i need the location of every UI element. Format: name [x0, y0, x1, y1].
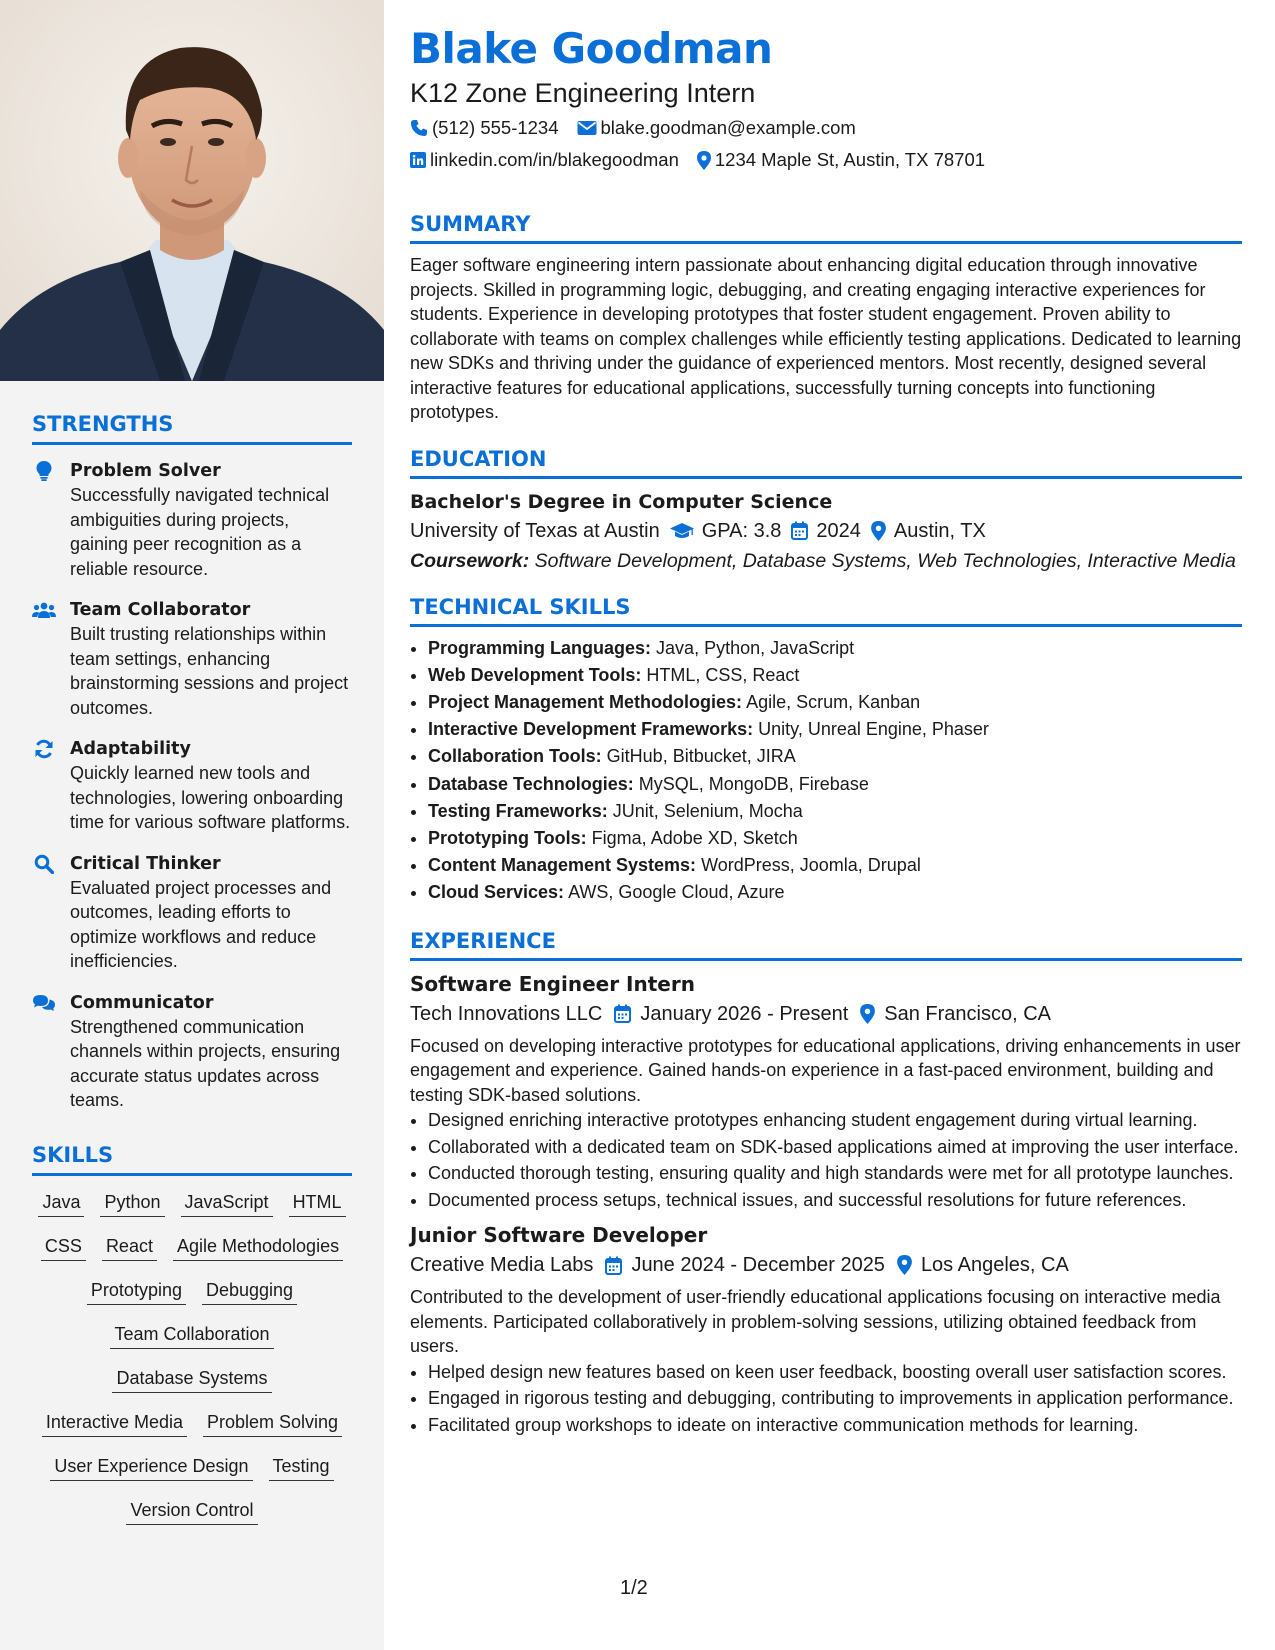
strength-item	[32, 991, 352, 1113]
calendar-icon	[614, 1004, 631, 1023]
job-meta	[410, 1251, 1242, 1279]
experience-section	[410, 929, 1242, 1438]
skill-values: GitHub, Bitbucket, JIRA	[606, 746, 796, 767]
map-pin-icon	[897, 1255, 912, 1275]
coursework-label: Coursework:	[410, 549, 530, 572]
location-text: Los Angeles, CA	[920, 1254, 1069, 1277]
year-text: 2024	[816, 519, 861, 542]
list-item	[428, 662, 1242, 689]
skill-tag: Prototyping	[87, 1278, 186, 1305]
skill-category: Content Management Systems:	[428, 855, 697, 876]
skill-values: Agile, Scrum, Kanban	[746, 691, 921, 712]
skill-tag: Debugging	[202, 1278, 297, 1305]
map-pin-icon	[697, 151, 711, 170]
skill-tag: React	[102, 1234, 157, 1261]
list-item	[428, 689, 1242, 716]
contact-row	[410, 116, 1242, 140]
technical-skills-list	[410, 635, 1242, 907]
calendar-icon	[605, 1256, 622, 1275]
list-item: • Documented process setups, technical issues, and successful resolutions for future references.	[428, 1188, 1242, 1213]
skill-category: Cloud Services:	[428, 882, 565, 903]
refresh-icon	[32, 738, 56, 760]
list-item	[428, 825, 1242, 852]
job-dates	[605, 1251, 885, 1279]
education-heading: EDUCATION	[410, 447, 1242, 479]
skill-tag: CSS	[41, 1234, 86, 1261]
technical-skills-section	[410, 595, 1242, 907]
list-item	[428, 879, 1242, 906]
skill-category: Prototyping Tools:	[428, 827, 587, 848]
email-text: blake.goodman@example.com	[600, 117, 856, 138]
sidebar	[0, 0, 384, 1650]
job-meta	[410, 1000, 1242, 1028]
list-item	[428, 743, 1242, 770]
job-title: Software Engineer Intern	[410, 971, 695, 996]
skill-tag: JavaScript	[181, 1190, 273, 1217]
contact-address	[697, 148, 985, 172]
skills-heading: SKILLS	[32, 1143, 352, 1176]
strength-item	[32, 598, 352, 720]
education-meta	[410, 517, 1242, 545]
map-pin-icon	[871, 521, 886, 541]
phone-icon	[410, 119, 428, 137]
skill-values: Unity, Unreal Engine, Phaser	[758, 719, 989, 740]
summary-text: Eager software engineering intern passionate about enhancing digital education through innovative projects. Skilled in programming logic, debugging, and creating engaging interactive experiences for students. Experience in developing prototypes that foster student engagement. Proven ability to collaborate with teams on complex challenges while efficiently testing applications. Dedicated to learning new SDKs and thriving under the guidance of experienced mentors. Most recently, designed several interactive features for educational applications, successfully turning concepts into functioning prototypes.	[410, 255, 1242, 422]
contact-email[interactable]	[577, 116, 856, 140]
job-entry	[410, 970, 1242, 1213]
location-text: San Francisco, CA	[884, 1002, 1051, 1025]
list-item: • Facilitated group workshops to ideate on interactive communication methods for learning.	[428, 1413, 1242, 1438]
page-number: 1/2	[620, 1577, 648, 1599]
users-icon	[32, 599, 56, 621]
phone-text: (512) 555-1234	[432, 117, 559, 138]
strength-item	[32, 737, 352, 835]
degree-title: Bachelor's Degree in Computer Science	[410, 490, 833, 513]
skill-tag: Interactive Media	[42, 1410, 187, 1437]
strength-description: Evaluated project processes and outcomes, leading efforts to optimize workflows and reduce inefficiencies.	[70, 877, 332, 971]
calendar-icon	[791, 521, 808, 540]
comments-icon	[32, 992, 56, 1014]
list-item	[428, 635, 1242, 662]
skill-values: AWS, Google Cloud, Azure	[568, 882, 785, 903]
experience-heading: EXPERIENCE	[410, 929, 1242, 961]
graduation-cap-icon	[670, 522, 694, 540]
strength-description: Successfully navigated technical ambiguities during projects, gaining peer recognition as a reliable resource.	[70, 485, 330, 579]
location-text: Austin, TX	[893, 519, 986, 542]
candidate-role: K12 Zone Engineering Intern	[410, 78, 756, 108]
linkedin-text: linkedin.com/in/blakegoodman	[430, 149, 679, 170]
job-location	[897, 1251, 1069, 1279]
strength-description: Quickly learned new tools and technologies, lowering onboarding time for various software platforms.	[70, 763, 351, 832]
strength-item	[32, 852, 352, 974]
skill-tag: Java	[38, 1190, 84, 1217]
dates-text: June 2024 - December 2025	[631, 1254, 885, 1277]
job-location	[860, 1000, 1051, 1028]
list-item: • Engaged in rigorous testing and debugging, contributing to improvements in application performance.	[428, 1386, 1242, 1411]
job-bullets	[410, 1360, 1242, 1438]
skill-tag: Version Control	[126, 1498, 257, 1525]
linkedin-icon	[410, 152, 426, 168]
list-item: • Collaborated with a dedicated team on SDK-based applications aimed at improving the user interface.	[428, 1135, 1242, 1160]
strength-description: Strengthened communication channels within projects, ensuring accurate status updates across teams.	[70, 1016, 341, 1110]
company-name: Creative Media Labs	[410, 1254, 594, 1277]
skill-tag: Problem Solving	[203, 1410, 342, 1437]
skill-category: Collaboration Tools:	[428, 746, 602, 767]
coursework	[410, 549, 1242, 573]
skill-category: Project Management Methodologies:	[428, 691, 743, 712]
skill-tag: Python	[100, 1190, 164, 1217]
skill-category: Programming Languages:	[428, 637, 652, 658]
strengths-heading: STRENGTHS	[32, 412, 352, 445]
job-title: Junior Software Developer	[410, 1223, 708, 1248]
school-name: University of Texas at Austin	[410, 519, 660, 542]
strength-description: Built trusting relationships within team settings, enhancing brainstorming sessions and project outcomes.	[70, 624, 349, 718]
skills-list	[32, 1190, 352, 1525]
list-item	[428, 716, 1242, 743]
list-item: • Conducted thorough testing, ensuring quality and high standards were met for all prototype launches.	[428, 1161, 1242, 1186]
list-item	[428, 771, 1242, 798]
education-year	[791, 517, 861, 545]
skill-tag: User Experience Design	[50, 1454, 252, 1481]
contact-phone[interactable]	[410, 116, 559, 140]
job-summary: Focused on developing interactive prototypes for educational applications, driving enhancements in user engagement and experience. Gained hands-on experience in a fast-paced environment, building and testing SDK-based solutions.	[410, 1035, 1241, 1105]
skill-values: JUnit, Selenium, Mocha	[612, 800, 803, 821]
main-content	[410, 0, 1242, 1439]
list-item: • Helped design new features based on keen user feedback, boosting overall user satisfaction scores.	[428, 1360, 1242, 1385]
skill-tag: Testing	[269, 1454, 334, 1481]
contact-row	[410, 148, 1242, 172]
search-icon	[32, 853, 56, 875]
strength-title: Problem Solver	[70, 461, 221, 481]
education-location	[871, 517, 986, 545]
skill-category: Interactive Development Frameworks:	[428, 719, 754, 740]
skill-values: WordPress, Joomla, Drupal	[701, 855, 921, 876]
job-entry	[410, 1221, 1242, 1437]
skill-tag: Database Systems	[112, 1366, 271, 1393]
gpa-text: GPA: 3.8	[701, 519, 782, 542]
list-item	[428, 798, 1242, 825]
profile-photo	[0, 0, 384, 381]
dates-text: January 2026 - Present	[640, 1002, 849, 1025]
list-item: • Designed enriching interactive prototypes enhancing student engagement during virtual learning.	[428, 1108, 1242, 1133]
skill-category: Web Development Tools:	[428, 664, 642, 685]
summary-section	[410, 212, 1242, 425]
contact-linkedin[interactable]	[410, 148, 679, 172]
technical-skills-heading: TECHNICAL SKILLS	[410, 595, 1242, 627]
skill-tag: Team Collaboration	[110, 1322, 273, 1349]
job-dates	[614, 1000, 848, 1028]
candidate-name: Blake Goodman	[410, 24, 773, 73]
skill-values: Java, Python, JavaScript	[656, 637, 855, 658]
strength-title: Adaptability	[70, 739, 191, 759]
strength-title: Team Collaborator	[70, 600, 251, 620]
map-pin-icon	[860, 1004, 875, 1024]
skill-category: Testing Frameworks:	[428, 800, 608, 821]
list-item	[428, 852, 1242, 879]
lightbulb-icon	[32, 460, 56, 482]
strength-title: Critical Thinker	[70, 853, 221, 874]
summary-heading: SUMMARY	[410, 212, 1242, 244]
skill-tag: HTML	[289, 1190, 346, 1217]
skill-category: Database Technologies:	[428, 773, 634, 794]
coursework-text: Software Development, Database Systems, Web Technologies, Interactive Media	[534, 549, 1236, 572]
skill-values: MySQL, MongoDB, Firebase	[638, 773, 869, 794]
job-summary: Contributed to the development of user-friendly educational applications focusing on interactive media elements. Participated collaboratively in problem-solving sessions, utilizing obtained feedback from users.	[410, 1287, 1221, 1357]
company-name: Tech Innovations LLC	[410, 1002, 603, 1025]
skill-values: HTML, CSS, React	[646, 664, 800, 685]
skill-tag: Agile Methodologies	[173, 1234, 343, 1261]
strengths-list	[32, 459, 352, 1113]
education-section	[410, 447, 1242, 573]
address-text: 1234 Maple St, Austin, TX 78701	[714, 149, 986, 170]
envelope-icon	[577, 120, 597, 136]
strength-title: Communicator	[70, 992, 214, 1013]
education-gpa	[670, 517, 782, 545]
strength-item	[32, 459, 352, 581]
job-bullets	[410, 1108, 1242, 1212]
skill-values: Figma, Adobe XD, Sketch	[591, 827, 798, 848]
